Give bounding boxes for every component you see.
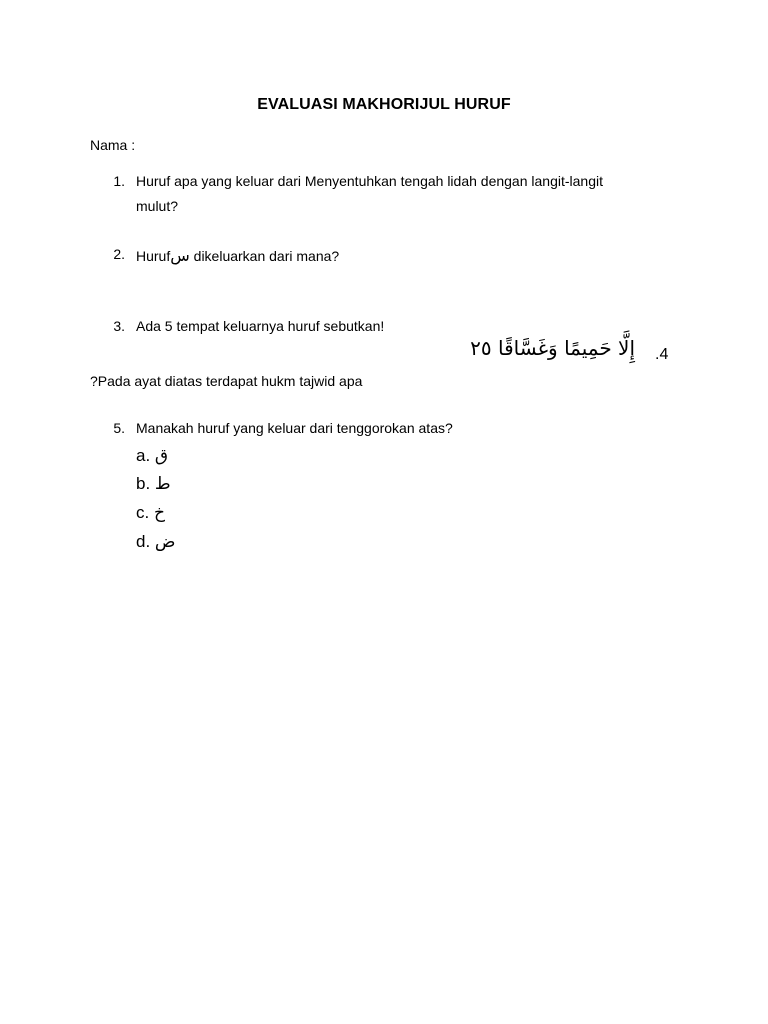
option-c-label: c. xyxy=(136,503,150,522)
question-2-text xyxy=(136,246,339,265)
question-5-number: 5. xyxy=(113,420,125,436)
option-a-letter: ق xyxy=(154,446,169,466)
question-2-prefix: Huruf xyxy=(136,248,171,264)
question-2-arabic-letter: س xyxy=(170,246,190,265)
question-2-suffix: dikeluarkan dari mana? xyxy=(189,248,340,264)
question-4-arabic-verse: إِلَّا حَمِيمًا وَغَسَّاقًا ٢٥ xyxy=(470,336,635,360)
option-a-label: a. xyxy=(136,446,151,465)
option-c-letter: خ xyxy=(153,503,165,523)
option-b-letter: ط xyxy=(154,474,171,494)
document-title: EVALUASI MAKHORIJUL HURUF xyxy=(257,96,511,113)
question-3-text: Ada 5 tempat keluarnya huruf sebutkan! xyxy=(136,318,385,334)
option-c xyxy=(136,503,165,523)
option-b xyxy=(136,474,171,494)
option-a xyxy=(136,446,168,466)
question-1-text-line2: mulut? xyxy=(136,198,179,214)
question-1-text-line1: Huruf apa yang keluar dari Menyentuhkan tengah lidah dengan langit-langit xyxy=(136,173,603,189)
question-3-number: 3. xyxy=(113,318,125,334)
question-1-number: 1. xyxy=(113,173,125,189)
question-4-followup: ?Pada ayat diatas terdapat hukm tajwid apa xyxy=(90,373,363,389)
question-2-number: 2. xyxy=(113,246,125,262)
question-4-number: .4 xyxy=(655,346,669,363)
question-5-text: Manakah huruf yang keluar dari tenggorokan atas? xyxy=(136,420,453,436)
option-d-label: d. xyxy=(136,532,151,551)
name-label: Nama : xyxy=(90,137,136,153)
option-b-label: b. xyxy=(136,474,151,493)
option-d xyxy=(136,532,175,552)
option-d-letter: ض xyxy=(154,532,176,552)
